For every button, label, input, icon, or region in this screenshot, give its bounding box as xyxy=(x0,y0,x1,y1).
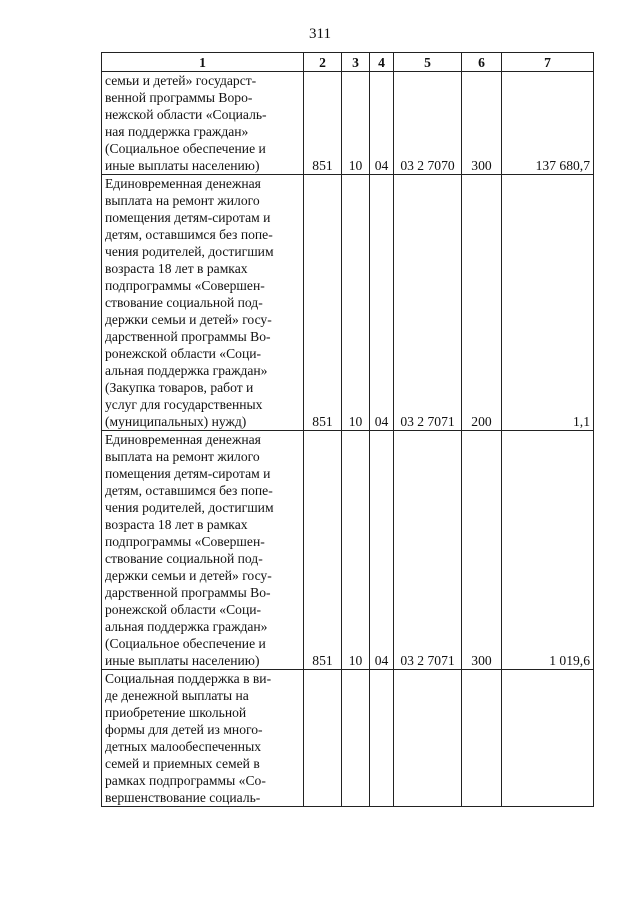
page-number: 311 xyxy=(309,26,331,42)
row-ministry-code: 851 xyxy=(304,431,342,670)
row-description: семьи и детей» государст- венной программы Воро- нежской области «Социаль- ная поддержка граждан» (Социальное обеспечение и иные выплаты населению) xyxy=(102,72,304,175)
row-target-code xyxy=(394,670,462,807)
row-target-code: 03 2 7071 xyxy=(394,431,462,670)
table-row xyxy=(102,431,594,670)
table-header-row xyxy=(102,53,594,72)
row-expense-type: 200 xyxy=(462,175,502,431)
row-description: Социальная поддержка в ви- де денежной выплаты на приобретение школьной формы для детей из много- детных малообеспеченных семей и приемных семей в рамках подпрограммы «Со- вершенствование социаль- xyxy=(102,670,304,807)
header-col-1: 1 xyxy=(102,53,304,72)
row-amount xyxy=(502,670,594,807)
row-expense-type: 300 xyxy=(462,72,502,175)
row-amount: 1 019,6 xyxy=(502,431,594,670)
header-col-5: 5 xyxy=(394,53,462,72)
row-section-code: 10 xyxy=(342,72,370,175)
row-expense-type: 300 xyxy=(462,431,502,670)
row-target-code: 03 2 7071 xyxy=(394,175,462,431)
header-col-4: 4 xyxy=(370,53,394,72)
table-row xyxy=(102,175,594,431)
row-ministry-code xyxy=(304,670,342,807)
header-col-2: 2 xyxy=(304,53,342,72)
table-row xyxy=(102,72,594,175)
table-row xyxy=(102,670,594,807)
row-amount: 137 680,7 xyxy=(502,72,594,175)
row-expense-type xyxy=(462,670,502,807)
header-col-7: 7 xyxy=(502,53,594,72)
row-subsection-code xyxy=(370,670,394,807)
row-description: Единовременная денежная выплата на ремонт жилого помещения детям-сиротам и детям, оставшимся без попе- чения родителей, достигшим возраста 18 лет в рамках подпрограммы «Совершен- ствование социальной под- держки семьи и детей» госу- дарственной программы Во- ронежской области «Соци- альная поддержка граждан» (Социальное обеспечение и иные выплаты населению) xyxy=(102,431,304,670)
row-section-code xyxy=(342,670,370,807)
header-col-6: 6 xyxy=(462,53,502,72)
row-section-code: 10 xyxy=(342,175,370,431)
header-col-3: 3 xyxy=(342,53,370,72)
row-subsection-code: 04 xyxy=(370,72,394,175)
row-subsection-code: 04 xyxy=(370,431,394,670)
budget-table xyxy=(101,52,594,807)
row-target-code: 03 2 7070 xyxy=(394,72,462,175)
row-ministry-code: 851 xyxy=(304,175,342,431)
row-ministry-code: 851 xyxy=(304,72,342,175)
row-amount: 1,1 xyxy=(502,175,594,431)
row-section-code: 10 xyxy=(342,431,370,670)
row-description: Единовременная денежная выплата на ремонт жилого помещения детям-сиротам и детям, оставшимся без попе- чения родителей, достигшим возраста 18 лет в рамках подпрограммы «Совершен- ствование социальной под- держки семьи и детей» госу- дарственной программы Во- ронежской области «Соци- альная поддержка граждан» (Закупка товаров, работ и услуг для государственных (муниципальных) нужд) xyxy=(102,175,304,431)
row-subsection-code: 04 xyxy=(370,175,394,431)
